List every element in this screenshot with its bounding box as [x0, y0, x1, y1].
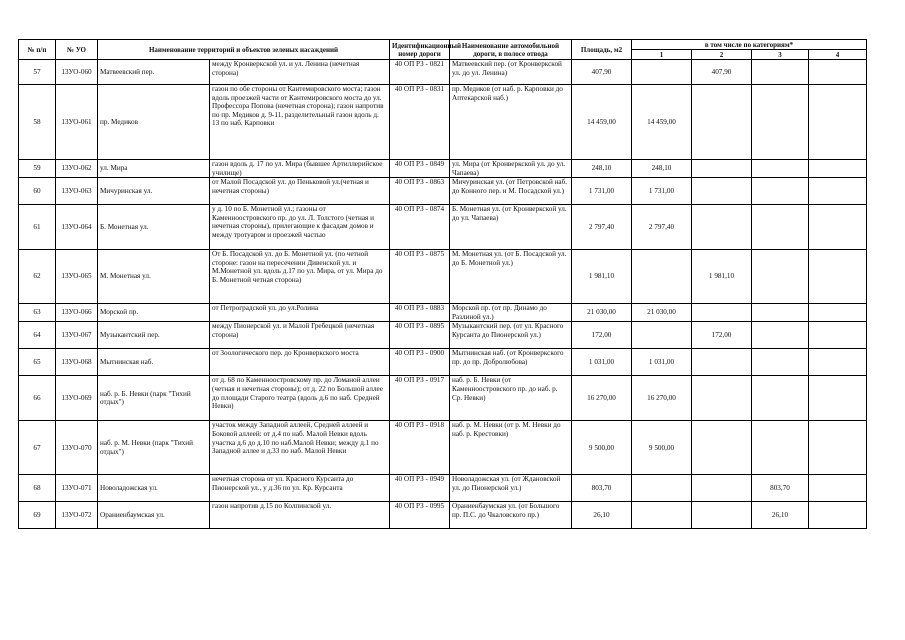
row-uo-code: 13УО-064: [56, 205, 98, 250]
row-uo-code: 13УО-067: [56, 322, 98, 349]
header-categories: в том числе по категориям*: [632, 40, 867, 50]
row-number: 59: [19, 160, 56, 178]
row-cat-4: [809, 502, 867, 529]
row-cat-3: [752, 322, 809, 349]
header-cat-1: 1: [632, 50, 692, 60]
row-road-id: 40 ОП РЗ - 0821: [390, 60, 450, 85]
table-row: [19, 349, 867, 376]
registry-document: [18, 39, 867, 529]
row-location: от д. 68 по Каменноостровскому пр. до Ломаной аллеи (четная и нечетная стороны); от д. 22 по Большой аллее до площади Старого театра (вдоль д.6 по наб. Средней Невки): [210, 376, 390, 421]
row-uo-code: 13УО-060: [56, 60, 98, 85]
row-road-name: ул. Мира (от Кронверкской ул. до ул. Чапаева): [450, 160, 572, 178]
row-cat-4: [809, 85, 867, 160]
table-body: [19, 60, 867, 529]
row-object-name: Новоладожская ул.: [98, 475, 210, 502]
header-road-name: Наименование автомобильной дороги, в полосе отвода: [450, 40, 572, 60]
row-area: 14 459,00: [572, 85, 632, 160]
row-area: 1 981,10: [572, 250, 632, 304]
row-cat-3: [752, 178, 809, 205]
row-road-id: 40 ОП РЗ - 0917: [390, 376, 450, 421]
row-cat-1: 9 500,00: [632, 421, 692, 475]
row-location: нечетная сторона от ул. Красного Курсанта до Пионерской ул., у д.36 по ул. Кр. Курсанта: [210, 475, 390, 502]
row-cat-1: 14 459,00: [632, 85, 692, 160]
table-row: [19, 205, 867, 250]
row-cat-3: [752, 349, 809, 376]
row-uo-code: 13УО-069: [56, 376, 98, 421]
row-number: 63: [19, 304, 56, 322]
row-cat-2: [692, 475, 752, 502]
row-area: 1 031,00: [572, 349, 632, 376]
row-road-name: Б. Монетная ул. (от Кронверкской ул. до ул. Чапаева): [450, 205, 572, 250]
row-cat-2: [692, 376, 752, 421]
row-cat-2: 1 981,10: [692, 250, 752, 304]
row-cat-4: [809, 250, 867, 304]
row-object-name: Мичуринская ул.: [98, 178, 210, 205]
header-row: [19, 40, 867, 50]
row-cat-3: [752, 304, 809, 322]
row-cat-1: [632, 250, 692, 304]
row-area: 803,70: [572, 475, 632, 502]
row-road-name: Новоладожская ул. (от Ждановской ул. до Пионерской ул.): [450, 475, 572, 502]
row-road-name: М. Монетная ул. (от Б. Посадской ул. до Б. Монетной ул.): [450, 250, 572, 304]
row-cat-4: [809, 475, 867, 502]
row-road-id: 40 ОП РЗ - 0831: [390, 85, 450, 160]
row-cat-1: 1 031,00: [632, 349, 692, 376]
row-object-name: пр. Медиков: [98, 85, 210, 160]
row-cat-4: [809, 304, 867, 322]
header-cat-4: 4: [809, 50, 867, 60]
table-row: [19, 85, 867, 160]
row-number: 67: [19, 421, 56, 475]
header-area: Площадь, м2: [572, 40, 632, 60]
row-cat-4: [809, 322, 867, 349]
row-cat-2: [692, 205, 752, 250]
row-uo-code: 13УО-068: [56, 349, 98, 376]
row-road-name: наб. р. М. Невки (от р. М. Невки до наб. р. Крестовки): [450, 421, 572, 475]
header-name: Наименование территорий и объектов зеленых насаждений: [98, 40, 390, 60]
row-location: газон вдоль д. 17 по ул. Мира (бывшее Артиллерийское училище): [210, 160, 390, 178]
row-cat-3: [752, 160, 809, 178]
row-cat-1: 21 030,00: [632, 304, 692, 322]
row-object-name: М. Монетная ул.: [98, 250, 210, 304]
row-uo-code: 13УО-071: [56, 475, 98, 502]
row-road-id: 40 ОП РЗ - 0874: [390, 205, 450, 250]
row-object-name: Морской пр.: [98, 304, 210, 322]
row-object-name: Ораниенбаумская ул.: [98, 502, 210, 529]
row-cat-3: [752, 376, 809, 421]
row-cat-2: [692, 502, 752, 529]
row-cat-3: [752, 421, 809, 475]
row-location: газон по обе стороны от Кантемировского моста; газон вдоль проезжей части от Кантемировского моста до ул. Профессора Попова (нечетная сторона); газон напротив по пр. Медиков д. 9-11, разделительный газон вдоль д. 13 по наб. Карповки: [210, 85, 390, 160]
row-area: 172,00: [572, 322, 632, 349]
table-row: [19, 475, 867, 502]
row-location: газон напротив д.15 по Колпинской ул.: [210, 502, 390, 529]
row-cat-3: [752, 250, 809, 304]
table-row: [19, 178, 867, 205]
row-cat-3: 26,10: [752, 502, 809, 529]
row-area: 26,10: [572, 502, 632, 529]
row-number: 58: [19, 85, 56, 160]
row-road-id: 40 ОП РЗ - 0995: [390, 502, 450, 529]
row-number: 60: [19, 178, 56, 205]
row-cat-3: [752, 60, 809, 85]
table-row: [19, 502, 867, 529]
row-road-name: Матвеевский пер. (от Кронверкской ул. до ул. Ленина): [450, 60, 572, 85]
row-uo-code: 13УО-070: [56, 421, 98, 475]
row-area: 9 500,00: [572, 421, 632, 475]
row-uo-code: 13УО-066: [56, 304, 98, 322]
row-cat-1: 248,10: [632, 160, 692, 178]
row-uo-code: 13УО-072: [56, 502, 98, 529]
row-location: от Петроградской ул. до ул.Ролина: [210, 304, 390, 322]
row-road-id: 40 ОП РЗ - 0849: [390, 160, 450, 178]
row-object-name: Б. Монетная ул.: [98, 205, 210, 250]
row-number: 69: [19, 502, 56, 529]
row-road-name: Мытнинская наб. (от Кронверкского пр. до пр. Добролюбова): [450, 349, 572, 376]
row-road-id: 40 ОП РЗ - 0883: [390, 304, 450, 322]
row-road-name: наб. р. Б. Невки (от Каменноостровского пр. до наб. р. Ср. Невки): [450, 376, 572, 421]
row-road-id: 40 ОП РЗ - 0863: [390, 178, 450, 205]
row-object-name: Музыкантский пер.: [98, 322, 210, 349]
row-cat-2: [692, 421, 752, 475]
row-cat-3: [752, 205, 809, 250]
row-road-name: пр. Медиков (от наб. р. Карповки до Аптекарской наб.): [450, 85, 572, 160]
row-uo-code: 13УО-063: [56, 178, 98, 205]
row-object-name: Мытнинская наб.: [98, 349, 210, 376]
row-cat-3: 803,70: [752, 475, 809, 502]
row-area: 16 270,00: [572, 376, 632, 421]
row-cat-1: [632, 475, 692, 502]
row-number: 68: [19, 475, 56, 502]
row-cat-4: [809, 349, 867, 376]
row-location: у д. 10 по Б. Монетной ул.; газоны от Каменноостровского пр. до ул. Л. Толстого (четная и нечетная стороны), прилегающие к фасадам домов и между тротуаром и проезжей частью: [210, 205, 390, 250]
table-row: [19, 250, 867, 304]
row-number: 61: [19, 205, 56, 250]
header-cat-2: 2: [692, 50, 752, 60]
row-location: От Б. Посадской ул. до Б. Монетной ул. (по четной стороне: газон на пересечении Дивенской ул. и М.Монетной ул. вдоль д.17 по ул. Мира, от ул. Мира до Б. Монетной четная сторона): [210, 250, 390, 304]
header-uo: № УО: [56, 40, 98, 60]
row-number: 57: [19, 60, 56, 85]
row-cat-1: 2 797,40: [632, 205, 692, 250]
row-cat-3: [752, 85, 809, 160]
header-num: № п/п: [19, 40, 56, 60]
header-cat-3: 3: [752, 50, 809, 60]
table-row: [19, 160, 867, 178]
row-location: участок между Западной аллеей, Средней аллеей и Боковой аллеей: от д.4 по наб. Малой Невки вдоль участка д.6 до д.10 по наб.Малой Невки; между д.1 по Западной аллее и д.33 по наб. Малой Невки: [210, 421, 390, 475]
row-object-name: ул. Мира: [98, 160, 210, 178]
table-row: [19, 376, 867, 421]
row-cat-4: [809, 60, 867, 85]
row-cat-4: [809, 160, 867, 178]
row-road-name: Морской пр. (от пр. Динамо до Разлиной ул.): [450, 304, 572, 322]
row-road-id: 40 ОП РЗ - 0949: [390, 475, 450, 502]
table-row: [19, 322, 867, 349]
row-cat-1: [632, 322, 692, 349]
row-cat-2: [692, 85, 752, 160]
row-cat-1: 1 731,00: [632, 178, 692, 205]
row-road-name: Мичуринская ул. (от Петровской наб. до Конного пер. и М. Посадской ул.): [450, 178, 572, 205]
row-cat-2: [692, 349, 752, 376]
row-object-name: Матвеевский пер.: [98, 60, 210, 85]
row-cat-4: [809, 376, 867, 421]
row-cat-1: [632, 60, 692, 85]
row-number: 64: [19, 322, 56, 349]
row-cat-4: [809, 421, 867, 475]
table-row: [19, 421, 867, 475]
row-cat-2: [692, 160, 752, 178]
row-cat-4: [809, 178, 867, 205]
row-road-id: 40 ОП РЗ - 0875: [390, 250, 450, 304]
row-cat-2: 407,90: [692, 60, 752, 85]
row-cat-2: [692, 178, 752, 205]
header-road-id: Идентификационный номер дороги: [390, 40, 450, 60]
row-area: 2 797,40: [572, 205, 632, 250]
row-road-name: Ораниенбаумская ул. (от Большого пр. П.С. до Чкаловского пр.): [450, 502, 572, 529]
row-object-name: наб. р. М. Невки (парк "Тихий отдых"): [98, 421, 210, 475]
row-number: 66: [19, 376, 56, 421]
row-road-id: 40 ОП РЗ - 0900: [390, 349, 450, 376]
row-road-name: Музыкантский пер. (от ул. Красного Курсанта до Пионерской ул.): [450, 322, 572, 349]
row-object-name: наб. р. Б. Невки (парк "Тихий отдых"): [98, 376, 210, 421]
row-uo-code: 13УО-062: [56, 160, 98, 178]
row-location: между Пионерской ул. и Малой Гребецкой (нечетная сторона): [210, 322, 390, 349]
row-area: 248,10: [572, 160, 632, 178]
row-location: от Малой Посадской ул. до Пеньковой ул.(четная и нечетная стороны): [210, 178, 390, 205]
row-uo-code: 13УО-061: [56, 85, 98, 160]
table-row: [19, 60, 867, 85]
table-row: [19, 304, 867, 322]
row-cat-2: 172,00: [692, 322, 752, 349]
row-area: 21 030,00: [572, 304, 632, 322]
green-areas-table: [18, 39, 867, 529]
row-location: от Зоологического пер. до Кронверкского моста: [210, 349, 390, 376]
row-cat-1: [632, 502, 692, 529]
row-number: 65: [19, 349, 56, 376]
row-area: 1 731,00: [572, 178, 632, 205]
row-road-id: 40 ОП РЗ - 0918: [390, 421, 450, 475]
row-cat-1: 16 270,00: [632, 376, 692, 421]
row-location: между Кронверкской ул. и ул. Ленина (нечетная сторона): [210, 60, 390, 85]
row-cat-2: [692, 304, 752, 322]
row-road-id: 40 ОП РЗ - 0895: [390, 322, 450, 349]
row-area: 407,90: [572, 60, 632, 85]
row-uo-code: 13УО-065: [56, 250, 98, 304]
row-cat-4: [809, 205, 867, 250]
row-number: 62: [19, 250, 56, 304]
